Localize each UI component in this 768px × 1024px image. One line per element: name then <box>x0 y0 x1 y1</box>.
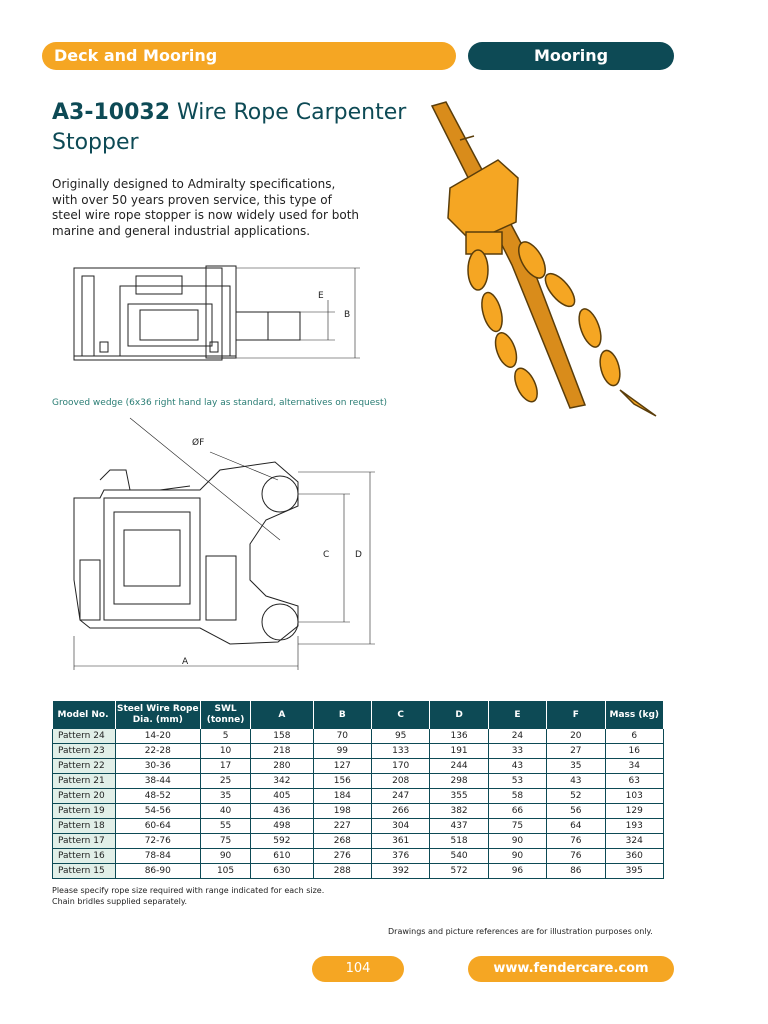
product-name: Wire Rope Carpenter Stopper <box>52 100 407 155</box>
table-cell: 247 <box>372 789 430 804</box>
table-cell: 64 <box>547 819 605 834</box>
spec-table <box>52 701 664 879</box>
section-title: Deck and Mooring <box>54 46 218 65</box>
table-cell: 298 <box>430 774 488 789</box>
dim-label-a: A <box>182 657 189 667</box>
table-cell: 6 <box>605 729 664 744</box>
table-cell: 592 <box>251 834 314 849</box>
table-cell: 76 <box>547 834 605 849</box>
table-cell: 518 <box>430 834 488 849</box>
table-row <box>53 834 664 849</box>
table-cell: 276 <box>313 849 371 864</box>
table-cell: 27 <box>547 744 605 759</box>
table-cell: 24 <box>488 729 546 744</box>
table-cell: 48-52 <box>115 789 200 804</box>
page-number-pill <box>312 956 404 982</box>
table-cell: 14-20 <box>115 729 200 744</box>
table-cell: 498 <box>251 819 314 834</box>
table-cell: 34 <box>605 759 664 774</box>
table-cell: 105 <box>201 864 251 879</box>
col-header-rope-dia: Steel Wire Rope Dia. (mm) <box>115 701 200 729</box>
table-cell: 16 <box>605 744 664 759</box>
table-row <box>53 819 664 834</box>
side-view-drawing <box>60 258 370 368</box>
table-cell: 72-76 <box>115 834 200 849</box>
table-cell: 288 <box>313 864 371 879</box>
table-cell: 392 <box>372 864 430 879</box>
table-cell: 136 <box>430 729 488 744</box>
table-row <box>53 729 664 744</box>
model-cell: Pattern 17 <box>53 834 116 849</box>
table-cell: 280 <box>251 759 314 774</box>
table-cell: 191 <box>430 744 488 759</box>
model-cell: Pattern 20 <box>53 789 116 804</box>
model-cell: Pattern 24 <box>53 729 116 744</box>
col-header-a: A <box>251 701 314 729</box>
footnote-chain: Chain bridles supplied separately. <box>52 897 187 906</box>
disclaimer: Drawings and picture references are for illustration purposes only. <box>388 927 653 936</box>
table-cell: 360 <box>605 849 664 864</box>
website-pill[interactable] <box>468 956 674 982</box>
model-cell: Pattern 16 <box>53 849 116 864</box>
table-cell: 158 <box>251 729 314 744</box>
table-cell: 75 <box>201 834 251 849</box>
table-cell: 90 <box>201 849 251 864</box>
table-cell: 60-64 <box>115 819 200 834</box>
table-cell: 66 <box>488 804 546 819</box>
table-cell: 35 <box>201 789 251 804</box>
table-cell: 324 <box>605 834 664 849</box>
table-cell: 17 <box>201 759 251 774</box>
table-cell: 40 <box>201 804 251 819</box>
table-cell: 53 <box>488 774 546 789</box>
table-row <box>53 864 664 879</box>
front-view-drawing <box>60 410 380 670</box>
table-cell: 382 <box>430 804 488 819</box>
col-header-e: E <box>488 701 546 729</box>
table-cell: 395 <box>605 864 664 879</box>
table-row <box>53 744 664 759</box>
table-cell: 156 <box>313 774 371 789</box>
model-cell: Pattern 15 <box>53 864 116 879</box>
website-link[interactable]: www.fendercare.com <box>493 961 649 976</box>
wedge-note: Grooved wedge (6x36 right hand lay as standard, alternatives on request) <box>52 398 388 408</box>
table-cell: 78-84 <box>115 849 200 864</box>
model-cell: Pattern 23 <box>53 744 116 759</box>
table-cell: 436 <box>251 804 314 819</box>
table-cell: 170 <box>372 759 430 774</box>
table-row <box>53 759 664 774</box>
dim-label-e: E <box>318 291 324 301</box>
table-cell: 86 <box>547 864 605 879</box>
category-header <box>468 42 674 70</box>
table-cell: 133 <box>372 744 430 759</box>
page-number: 104 <box>345 961 371 976</box>
table-cell: 5 <box>201 729 251 744</box>
table-row <box>53 804 664 819</box>
table-cell: 405 <box>251 789 314 804</box>
table-cell: 52 <box>547 789 605 804</box>
table-cell: 630 <box>251 864 314 879</box>
col-header-c: C <box>372 701 430 729</box>
table-cell: 376 <box>372 849 430 864</box>
table-cell: 268 <box>313 834 371 849</box>
table-cell: 25 <box>201 774 251 789</box>
table-row <box>53 774 664 789</box>
dim-label-d: D <box>355 550 362 560</box>
footnotes <box>52 885 324 907</box>
page-title <box>52 98 412 158</box>
model-cell: Pattern 19 <box>53 804 116 819</box>
table-cell: 55 <box>201 819 251 834</box>
table-cell: 75 <box>488 819 546 834</box>
table-cell: 244 <box>430 759 488 774</box>
section-header <box>42 42 456 70</box>
table-cell: 342 <box>251 774 314 789</box>
table-cell: 38-44 <box>115 774 200 789</box>
table-cell: 95 <box>372 729 430 744</box>
model-cell: Pattern 22 <box>53 759 116 774</box>
table-cell: 198 <box>313 804 371 819</box>
table-cell: 43 <box>488 759 546 774</box>
col-header-b: B <box>313 701 371 729</box>
table-cell: 208 <box>372 774 430 789</box>
dim-label-b: B <box>344 310 351 320</box>
table-cell: 20 <box>547 729 605 744</box>
table-cell: 10 <box>201 744 251 759</box>
table-cell: 90 <box>488 849 546 864</box>
footnote-rope-size: Please specify rope size required with range indicated for each size. <box>52 886 325 895</box>
table-cell: 355 <box>430 789 488 804</box>
table-cell: 76 <box>547 849 605 864</box>
table-cell: 266 <box>372 804 430 819</box>
table-cell: 304 <box>372 819 430 834</box>
product-illustration <box>420 100 670 420</box>
dim-label-f: ØF <box>192 438 205 448</box>
table-cell: 127 <box>313 759 371 774</box>
table-cell: 437 <box>430 819 488 834</box>
table-cell: 90 <box>488 834 546 849</box>
table-cell: 86-90 <box>115 864 200 879</box>
col-header-d: D <box>430 701 488 729</box>
table-cell: 540 <box>430 849 488 864</box>
table-cell: 572 <box>430 864 488 879</box>
table-cell: 58 <box>488 789 546 804</box>
table-cell: 63 <box>605 774 664 789</box>
model-cell: Pattern 18 <box>53 819 116 834</box>
table-row <box>53 789 664 804</box>
category-title: Mooring <box>533 46 609 65</box>
table-header-row <box>53 701 664 729</box>
table-cell: 610 <box>251 849 314 864</box>
product-code: A3-10032 <box>52 100 171 125</box>
table-cell: 361 <box>372 834 430 849</box>
table-cell: 103 <box>605 789 664 804</box>
table-cell: 22-28 <box>115 744 200 759</box>
table-cell: 56 <box>547 804 605 819</box>
table-cell: 227 <box>313 819 371 834</box>
table-cell: 184 <box>313 789 371 804</box>
table-cell: 30-36 <box>115 759 200 774</box>
dim-label-c: C <box>323 550 330 560</box>
model-cell: Pattern 21 <box>53 774 116 789</box>
table-cell: 218 <box>251 744 314 759</box>
table-cell: 33 <box>488 744 546 759</box>
table-cell: 43 <box>547 774 605 789</box>
col-header-model: Model No. <box>53 701 116 729</box>
col-header-mass: Mass (kg) <box>605 701 664 729</box>
table-cell: 96 <box>488 864 546 879</box>
table-cell: 99 <box>313 744 371 759</box>
table-cell: 35 <box>547 759 605 774</box>
table-cell: 54-56 <box>115 804 200 819</box>
col-header-f: F <box>547 701 605 729</box>
product-description: Originally designed to Admiralty specifications, with over 50 years proven service, this type of steel wire rope stopper is now widely used for both marine and general industrial applications. <box>52 177 360 238</box>
table-cell: 70 <box>313 729 371 744</box>
table-cell: 193 <box>605 819 664 834</box>
table-cell: 129 <box>605 804 664 819</box>
col-header-swl: SWL (tonne) <box>201 701 251 729</box>
table-row <box>53 849 664 864</box>
